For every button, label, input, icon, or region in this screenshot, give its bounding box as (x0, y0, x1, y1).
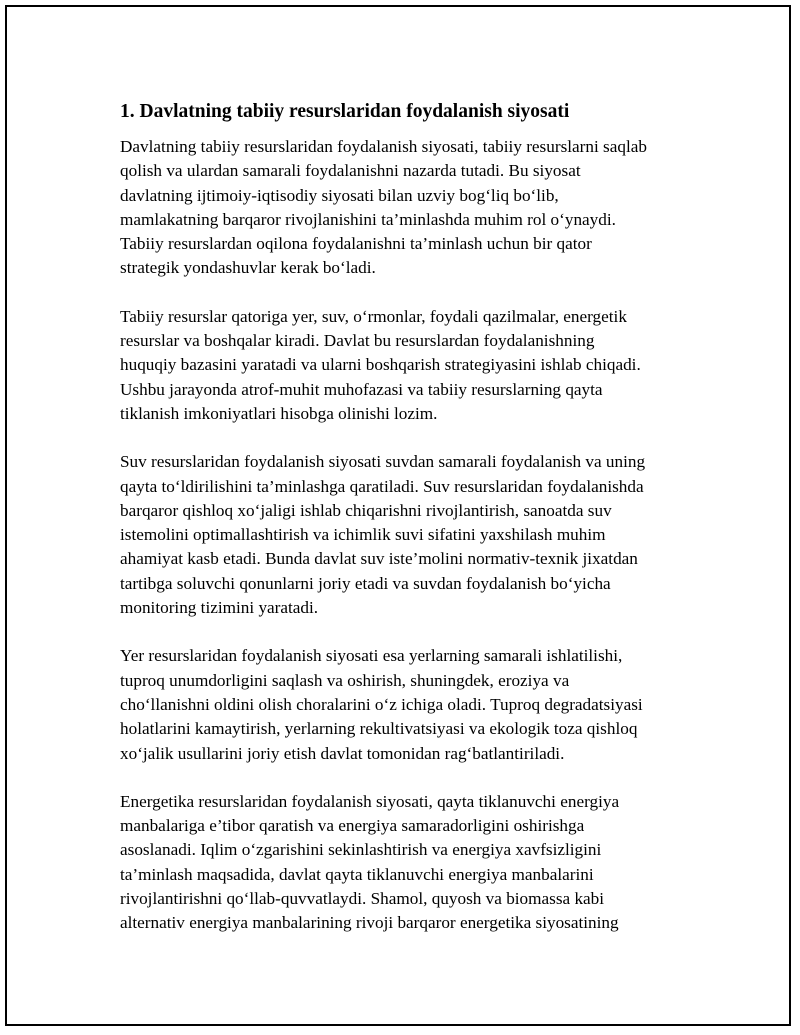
text-line: istemolini optimallashtirish va ichimlik suvi sifatini yaxshilash muhim (120, 525, 606, 545)
paragraph (120, 135, 695, 281)
text-line: mamlakatning barqaror rivojlanishini ta’minlashda muhim rol o‘ynaydi. (120, 209, 616, 229)
text-line: tiklanish imkoniyatlari hisobga olinishi lozim. (120, 403, 438, 423)
paragraph (120, 644, 695, 765)
text-line: davlatning ijtimoiy-iqtisodiy siyosati bilan uzviy bog‘liq bo‘lib, (120, 185, 559, 205)
text-line: cho‘llanishni oldini olish choralarini o‘z ichiga oladi. Tuproq degradatsiyasi (120, 694, 643, 714)
text-line: Tabiiy resurslar qatoriga yer, suv, o‘rmonlar, foydali qazilmalar, energetik (120, 306, 627, 326)
text-line: asoslanadi. Iqlim o‘zgarishini sekinlashtirish va energiya xavfsizligini (120, 840, 602, 860)
text-line: tartibga soluvchi qonunlarni joriy etadi va suvdan foydalanish bo‘yicha (120, 573, 611, 593)
text-line: ahamiyat kasb etadi. Bunda davlat suv iste’molini normativ-texnik jixatdan (120, 549, 638, 569)
text-line: strategik yondashuvlar kerak bo‘ladi. (120, 258, 376, 278)
paragraph (120, 450, 695, 620)
text-line: Davlatning tabiiy resurslaridan foydalanish siyosati, tabiiy resurslarni saqlab (120, 137, 647, 156)
paragraph (120, 790, 695, 936)
text-line: Suv resurslaridan foydalanish siyosati suvdan samarali foydalanish va uning (120, 452, 646, 472)
text-line: Energetika resurslaridan foydalanish siyosati, qayta tiklanuvchi energiya (120, 791, 620, 811)
page-frame (5, 5, 791, 1026)
section-heading: 1. Davlatning tabiiy resurslaridan foydalanish siyosati (120, 101, 570, 122)
document-body (120, 100, 695, 960)
text-line: huquqiy bazasini yaratadi va ularni boshqarish strategiyasini ishlab chiqadi. (120, 355, 641, 375)
text-line: rivojlantirishni qo‘llab-quvvatlaydi. Shamol, quyosh va biomassa kabi (120, 889, 605, 909)
text-line: alternativ energiya manbalarining rivoji barqaror energetika siyosatining (120, 913, 619, 933)
text-line: ta’minlash maqsadida, davlat qayta tiklanuvchi energiya manbalarini (120, 864, 594, 884)
text-line: xo‘jalik usullarini joriy etish davlat tomonidan rag‘batlantiriladi. (120, 743, 565, 763)
text-line: barqaror qishloq xo‘jaligi ishlab chiqarishni rivojlantirish, sanoatda suv (120, 500, 612, 520)
text-line: manbalariga e’tibor qaratish va energiya samaradorligini oshirishga (120, 816, 585, 836)
text-line: qolish va ulardan samarali foydalanishni nazarda tutadi. Bu siyosat (120, 161, 581, 181)
text-line: monitoring tizimini yaratadi. (120, 598, 319, 618)
text-line: resurslar va boshqalar kiradi. Davlat bu resurslardan foydalanishning (120, 331, 595, 351)
text-line: Yer resurslaridan foydalanish siyosati esa yerlarning samarali ishlatilishi, (120, 646, 623, 666)
text-line: Ushbu jarayonda atrof-muhit muhofazasi va tabiiy resurslarning qayta (120, 379, 603, 399)
text-line: Tabiiy resurslardan oqilona foydalanishni ta’minlash uchun bir qator (120, 234, 592, 254)
text-line: tuproq unumdorligini saqlash va oshirish, shuningdek, eroziya va (120, 670, 570, 690)
paragraph (120, 305, 695, 426)
text-line: qayta to‘ldirilishini ta’minlashga qaratiladi. Suv resurslaridan foydalanishda (120, 476, 644, 496)
text-line: holatlarini kamaytirish, yerlarning rekultivatsiyasi va ekologik toza qishloq (120, 719, 638, 739)
